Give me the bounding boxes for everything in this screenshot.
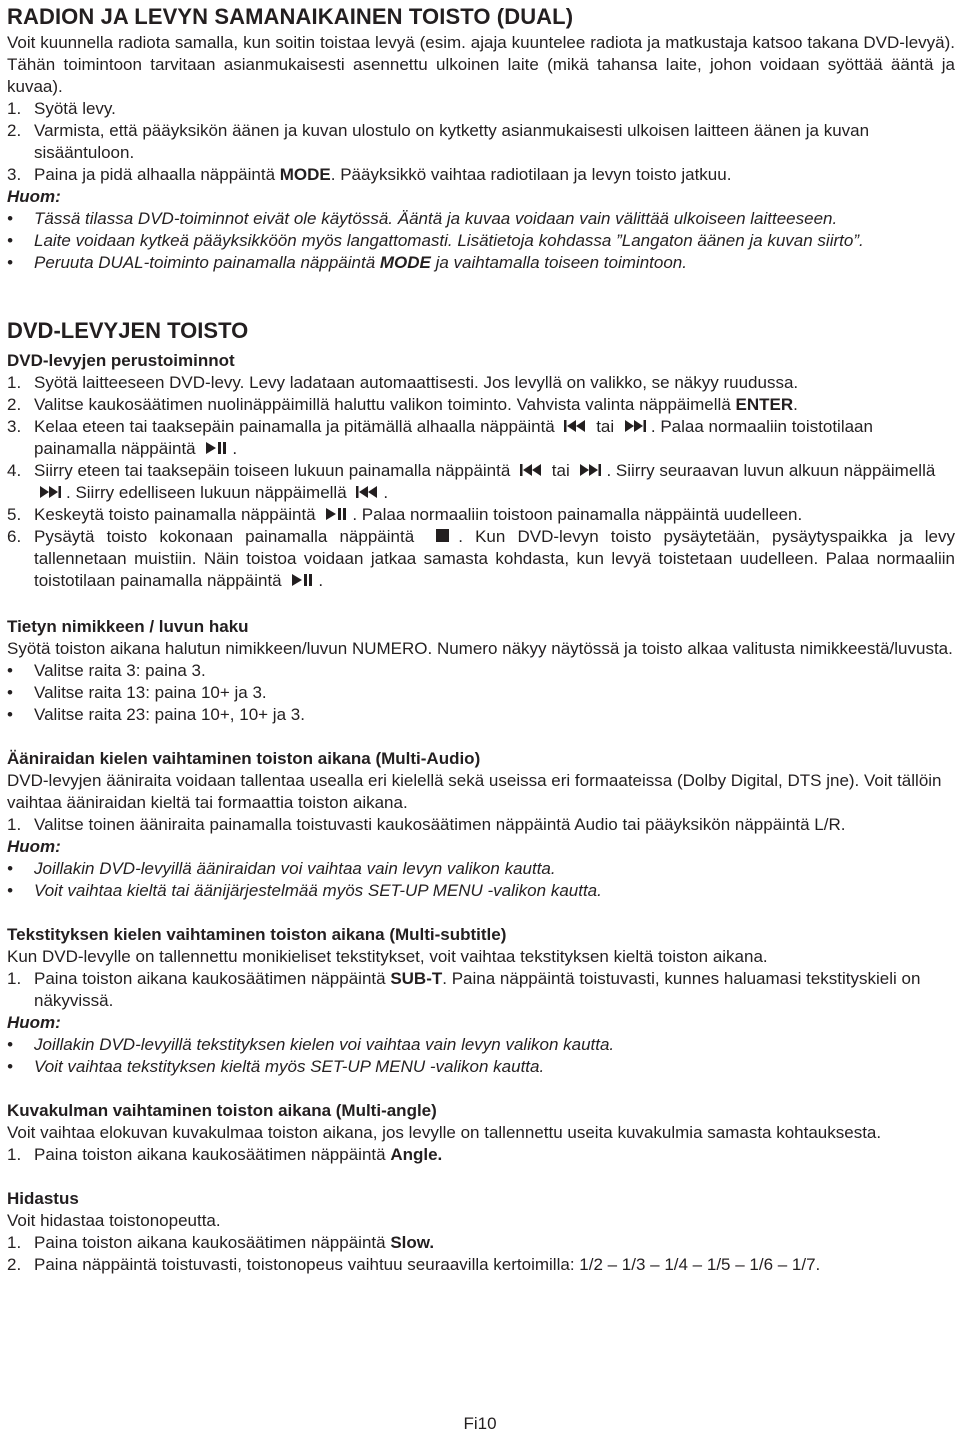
bullet: •	[7, 881, 13, 900]
multi-angle-step-1	[7, 1144, 955, 1166]
note-item	[7, 1056, 955, 1078]
note-text: Joillakin DVD-levyillä tekstityksen kielen voi vaihtaa vain levyn valikon kautta.	[34, 1035, 615, 1054]
step-text-part: . Siirry edelliseen lukuun näppäimellä	[66, 483, 352, 502]
step-number: 1.	[7, 969, 22, 988]
step-text-part: Keskeytä toisto painamalla näppäintä	[34, 505, 321, 524]
note-item	[7, 880, 955, 902]
step-text-part: Valitse kaukosäätimen nuolinäppäimillä haluttu valikon toiminto. Vahvista valinta näppäimellä	[34, 395, 736, 414]
dual-step-2	[7, 120, 955, 164]
dvd-step-3	[7, 416, 955, 460]
step-text-part: . Palaa normaaliin toistoon painamalla näppäintä uudelleen.	[352, 505, 803, 524]
multi-subtitle-heading: Tekstityksen kielen vaihtaminen toiston aikana (Multi-subtitle)	[7, 925, 507, 944]
note-text	[34, 252, 955, 274]
sub-t-key-label: SUB-T	[390, 969, 443, 988]
title-search-text: Syötä toiston aikana halutun nimikkeen/luvun NUMERO. Numero näkyy näytössä ja toisto alkaa valitusta nimikkeestä/luvusta.	[7, 639, 953, 658]
step-text	[34, 460, 955, 504]
step-text-part: Pysäytä toisto kokonaan painamalla näppäintä	[34, 527, 427, 546]
step-text	[34, 164, 955, 186]
multi-subtitle-step-1	[7, 968, 955, 1012]
multi-angle-text: Voit vaihtaa elokuvan kuvakulmaa toiston aikana, jos levylle on tallennettu useita kuvakulmia samasta kohtauksesta.	[7, 1123, 882, 1142]
note-text: Voit vaihtaa tekstityksen kieltä myös SET-UP MENU -valikon kautta.	[34, 1057, 545, 1076]
note-heading: Huom:	[7, 837, 61, 856]
list-item	[7, 660, 955, 682]
skip-previous-icon	[518, 463, 544, 477]
step-text-part: Paina ja pidä alhaalla näppäintä	[34, 165, 280, 184]
note-item	[7, 208, 955, 230]
step-text-part: .	[232, 439, 238, 458]
dvd-step-5	[7, 504, 955, 526]
angle-key-label: Angle.	[390, 1145, 443, 1164]
step-text: Paina näppäintä toistuvasti, toistonopeus vaihtuu seuraavilla kertoimilla: 1/2 – 1/3 – 1/4 – 1/5 – 1/6 – 1/7.	[34, 1255, 821, 1274]
step-text-part: .	[793, 395, 798, 414]
list-item-text: Valitse raita 13: paina 10+ ja 3.	[34, 683, 267, 702]
mode-key-label: MODE	[379, 253, 431, 272]
play-pause-icon	[203, 441, 229, 455]
step-number: 4.	[7, 461, 22, 480]
note-text: Laite voidaan kytkeä pääyksikköön myös langattomasti. Lisätietoja kohdassa ”Langaton äänen ja kuvan siirto”.	[34, 231, 864, 250]
play-pause-icon	[323, 507, 349, 521]
step-text	[34, 1144, 955, 1166]
skip-next-icon	[577, 463, 603, 477]
step-text	[34, 1232, 955, 1254]
step-text-part: Kelaa eteen tai taaksepäin painamalla ja pitämällä alhaalla näppäintä	[34, 417, 560, 436]
note-item	[7, 230, 955, 252]
step-text-part: Paina toiston aikana kaukosäätimen näppäintä	[34, 1145, 391, 1164]
step-number: 2.	[7, 121, 22, 140]
step-number: 6.	[7, 527, 22, 546]
step-text	[34, 526, 955, 592]
dvd-section-title: DVD-LEVYJEN TOISTO	[7, 318, 249, 343]
dvd-step-2	[7, 394, 955, 416]
slow-heading: Hidastus	[7, 1189, 79, 1208]
step-text	[34, 394, 955, 416]
step-text-part: .	[318, 571, 324, 590]
dvd-step-4	[7, 460, 955, 504]
note-text-part: Peruuta DUAL-toiminto painamalla näppäintä	[34, 253, 380, 272]
enter-key-label: ENTER	[735, 395, 794, 414]
skip-next-icon	[37, 485, 63, 499]
dual-intro: Voit kuunnella radiota samalla, kun soitin toistaa levyä (esim. ajaja kuuntelee radiota ja matkustaja katsoo takana DVD-levyä). Tähän toimintoon tarvitaan asianmukaisesti asennettu ulkoinen laite (mikä tahansa laite, johon voidaan syöttää ääntä ja kuvaa).	[7, 33, 955, 96]
bullet: •	[7, 231, 13, 250]
dual-step-3	[7, 164, 955, 186]
step-number: 1.	[7, 1145, 22, 1164]
stop-icon	[429, 529, 455, 543]
step-text-part: .	[383, 483, 389, 502]
dvd-step-6	[7, 526, 955, 592]
step-text-part: tai	[547, 461, 575, 480]
multi-subtitle-text: Kun DVD-levylle on tallennettu monikieliset tekstitykset, voit vaihtaa tekstityksen kieltä toiston aikana.	[7, 947, 768, 966]
dual-step-1	[7, 98, 955, 120]
bullet: •	[7, 705, 13, 724]
step-text: Valitse toinen ääniraita painamalla toistuvasti kaukosäätimen näppäintä Audio tai pääyksikön näppäintä L/R.	[34, 815, 846, 834]
note-item	[7, 252, 955, 274]
bullet: •	[7, 683, 13, 702]
step-text-part: . Siirry seuraavan luvun alkuun näppäimellä	[606, 461, 936, 480]
step-text-part: . Pääyksikkö vaihtaa radiotilaan ja levyn toisto jatkuu.	[330, 165, 732, 184]
step-number: 2.	[7, 395, 22, 414]
step-text-part: . Palaa normaaliin toistotilaan painamalla näppäintä	[34, 417, 873, 458]
step-text: Syötä laitteeseen DVD-levy. Levy ladataan automaattisesti. Jos levyllä on valikko, se näkyy ruudussa.	[34, 373, 799, 392]
dvd-basic-subtitle: DVD-levyjen perustoiminnot	[7, 351, 235, 370]
multi-angle-heading: Kuvakulman vaihtaminen toiston aikana (Multi-angle)	[7, 1101, 437, 1120]
step-number: 1.	[7, 1233, 22, 1252]
step-number: 5.	[7, 505, 22, 524]
step-text-part: Paina toiston aikana kaukosäätimen näppäintä	[34, 1233, 391, 1252]
title-search-heading: Tietyn nimikkeen / luvun haku	[7, 617, 249, 636]
step-number: 2.	[7, 1255, 22, 1274]
step-text-part: tai	[591, 417, 619, 436]
list-item-text: Valitse raita 23: paina 10+, 10+ ja 3.	[34, 705, 305, 724]
note-text-part: ja vaihtamalla toiseen toimintoon.	[430, 253, 687, 272]
page-number: Fi10	[463, 1414, 497, 1433]
bullet: •	[7, 1057, 13, 1076]
note-text: Joillakin DVD-levyillä ääniraidan voi vaihtaa vain levyn valikon kautta.	[34, 859, 556, 878]
skip-previous-icon	[562, 419, 588, 433]
step-number: 3.	[7, 417, 22, 436]
step-text	[34, 504, 955, 526]
step-text: Varmista, että pääyksikön äänen ja kuvan ulostulo on kytketty asianmukaisesti ulkoisen laitteen äänen ja kuvan sisääntuloon.	[34, 121, 870, 162]
slow-step-1	[7, 1232, 955, 1254]
slow-text: Voit hidastaa toistonopeutta.	[7, 1211, 221, 1230]
step-text: Syötä levy.	[34, 99, 116, 118]
dual-section-title: RADION JA LEVYN SAMANAIKAINEN TOISTO (DUAL)	[7, 4, 574, 29]
mode-key-label: MODE	[279, 165, 331, 184]
step-number: 3.	[7, 165, 22, 184]
multi-audio-text: DVD-levyjen ääniraita voidaan tallentaa usealla eri kielellä sekä useissa eri formaateissa (Dolby Digital, DTS jne). Voit tällöin vaihtaa ääniraidan kieltä tai formaattia toiston aikana.	[7, 771, 942, 812]
step-text-part: Paina toiston aikana kaukosäätimen näppäintä	[34, 969, 391, 988]
bullet: •	[7, 859, 13, 878]
bullet: •	[7, 209, 13, 228]
skip-previous-icon	[354, 485, 380, 499]
note-item	[7, 1034, 955, 1056]
bullet: •	[7, 253, 13, 272]
bullet: •	[7, 1035, 13, 1054]
note-text: Voit vaihtaa kieltä tai äänijärjestelmää myös SET-UP MENU -valikon kautta.	[34, 881, 602, 900]
dvd-step-1	[7, 372, 955, 394]
slow-step-2	[7, 1254, 955, 1276]
note-item	[7, 858, 955, 880]
list-item	[7, 682, 955, 704]
note-heading: Huom:	[7, 187, 61, 206]
step-text	[34, 968, 955, 1012]
step-number: 1.	[7, 99, 22, 118]
step-number: 1.	[7, 373, 22, 392]
step-text-part: Siirry eteen tai taaksepäin toiseen lukuun painamalla näppäintä	[34, 461, 516, 480]
step-text-part: . Paina näppäintä toistuvasti, kunnes haluamasi tekstityskieli on näkyvissä.	[34, 969, 921, 1010]
step-text-part: . Kun DVD-levyn toisto pysäytetään, pysäytyspaikka ja levy tallennetaan muistiin. Näin toistoa voidaan jatkaa samasta kohdasta, kun levyä toistetaan uudelleen. Palaa normaaliin toistotilaan painamalla näppäintä	[34, 527, 955, 590]
skip-next-icon	[622, 419, 648, 433]
play-pause-icon	[289, 573, 315, 587]
document-page	[7, 4, 955, 1276]
list-item-text: Valitse raita 3: paina 3.	[34, 661, 206, 680]
multi-audio-step-1	[7, 814, 955, 836]
slow-key-label: Slow.	[390, 1233, 435, 1252]
bullet: •	[7, 661, 13, 680]
note-heading: Huom:	[7, 1013, 61, 1032]
step-number: 1.	[7, 815, 22, 834]
multi-audio-heading: Ääniraidan kielen vaihtaminen toiston aikana (Multi-Audio)	[7, 749, 481, 768]
list-item	[7, 704, 955, 726]
step-text	[34, 416, 955, 460]
note-text: Tässä tilassa DVD-toiminnot eivät ole käytössä. Ääntä ja kuvaa voidaan vain välittää ulkoiseen laitteeseen.	[34, 209, 838, 228]
